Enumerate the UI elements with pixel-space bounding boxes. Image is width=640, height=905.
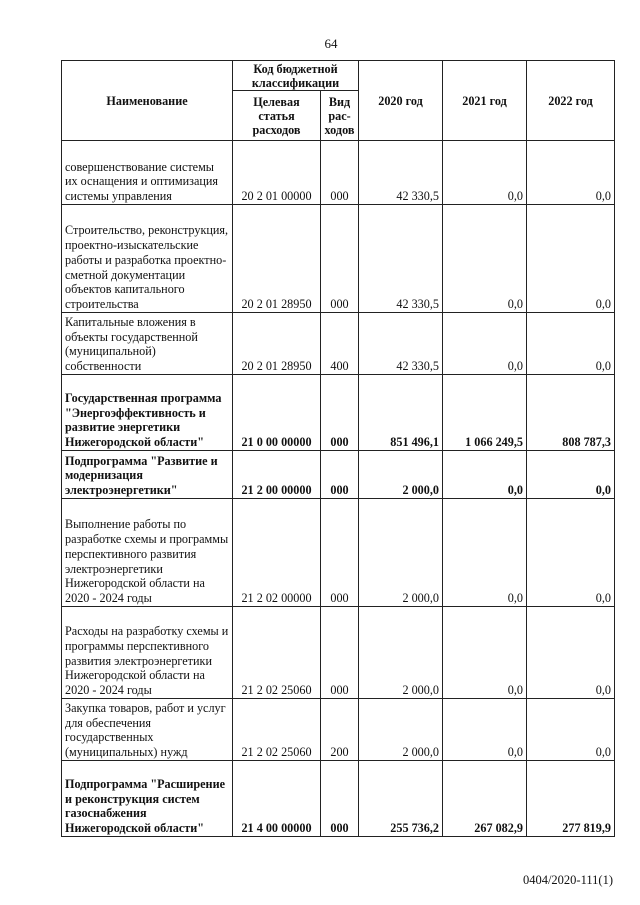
cell-expense-type: 000 [321, 451, 359, 499]
cell-2022: 0,0 [527, 313, 615, 375]
cell-name: совершенствование системы их оснащения и оптимизация системы управления [62, 141, 233, 205]
table-row [62, 205, 615, 313]
cell-2022: 0,0 [527, 699, 615, 761]
cell-name: Выполнение работы по разработке схемы и программы перспективного развития электроэнергетики Нижегородской области на 2020 - 2024 годы [62, 499, 233, 607]
cell-2021: 267 082,9 [443, 761, 527, 837]
cell-2022: 0,0 [527, 205, 615, 313]
table-row [62, 499, 615, 607]
cell-name: Расходы на разработку схемы и программы перспективного развития электроэнергетики Нижегородской области на 2020 - 2024 годы [62, 607, 233, 699]
cell-expense-type: 000 [321, 141, 359, 205]
cell-target-item: 21 0 00 00000 [233, 375, 321, 451]
cell-name: Капитальные вложения в объекты государственной (муниципальной) собственности [62, 313, 233, 375]
cell-2021: 0,0 [443, 205, 527, 313]
header-2022: 2022 год [527, 61, 615, 141]
cell-2021: 0,0 [443, 451, 527, 499]
header-code-group: Код бюджетной классификации [233, 61, 359, 91]
header-2020: 2020 год [359, 61, 443, 141]
cell-2021: 0,0 [443, 699, 527, 761]
cell-2021: 1 066 249,5 [443, 375, 527, 451]
cell-expense-type: 000 [321, 375, 359, 451]
cell-2020: 42 330,5 [359, 141, 443, 205]
cell-2022: 0,0 [527, 141, 615, 205]
cell-expense-type: 000 [321, 607, 359, 699]
cell-2022: 808 787,3 [527, 375, 615, 451]
header-2021: 2021 год [443, 61, 527, 141]
header-name: Наименование [62, 61, 233, 141]
table-row [62, 451, 615, 499]
table-row [62, 607, 615, 699]
cell-2022: 277 819,9 [527, 761, 615, 837]
cell-target-item: 20 2 01 28950 [233, 313, 321, 375]
header-target-item: Целевая статья расходов [233, 91, 321, 141]
cell-2020: 2 000,0 [359, 499, 443, 607]
cell-name: Подпрограмма "Расширение и реконструкция систем газоснабжения Нижегородской области" [62, 761, 233, 837]
cell-expense-type: 400 [321, 313, 359, 375]
budget-table [61, 60, 615, 837]
table-row [62, 313, 615, 375]
table-row [62, 141, 615, 205]
table-row [62, 761, 615, 837]
document-number: 0404/2020-111(1) [522, 873, 613, 887]
cell-target-item: 21 2 00 00000 [233, 451, 321, 499]
table-body [62, 141, 615, 837]
cell-2021: 0,0 [443, 141, 527, 205]
table-row [62, 375, 615, 451]
cell-name: Государственная программа "Энергоэффективность и развитие энергетики Нижегородской области" [62, 375, 233, 451]
cell-name: Строительство, реконструкция, проектно-изыскательские работы и разработка проектно-сметной документации объектов капитального строительства [62, 205, 233, 313]
cell-expense-type: 000 [321, 761, 359, 837]
cell-name: Подпрограмма "Развитие и модернизация электроэнергетики" [62, 451, 233, 499]
cell-target-item: 20 2 01 28950 [233, 205, 321, 313]
cell-target-item: 21 2 02 25060 [233, 699, 321, 761]
header-expense-type: Вид рас-ходов [321, 91, 359, 141]
cell-target-item: 21 2 02 25060 [233, 607, 321, 699]
cell-name: Закупка товаров, работ и услуг для обеспечения государственных (муниципальных) нужд [62, 699, 233, 761]
cell-2022: 0,0 [527, 499, 615, 607]
cell-2020: 42 330,5 [359, 205, 443, 313]
cell-2021: 0,0 [443, 313, 527, 375]
cell-expense-type: 000 [321, 499, 359, 607]
cell-expense-type: 200 [321, 699, 359, 761]
cell-target-item: 20 2 01 00000 [233, 141, 321, 205]
cell-2022: 0,0 [527, 451, 615, 499]
cell-2022: 0,0 [527, 607, 615, 699]
cell-2020: 2 000,0 [359, 699, 443, 761]
table-row [62, 699, 615, 761]
cell-2021: 0,0 [443, 499, 527, 607]
cell-2020: 2 000,0 [359, 451, 443, 499]
cell-expense-type: 000 [321, 205, 359, 313]
cell-2020: 2 000,0 [359, 607, 443, 699]
cell-2020: 851 496,1 [359, 375, 443, 451]
cell-2020: 255 736,2 [359, 761, 443, 837]
cell-target-item: 21 2 02 00000 [233, 499, 321, 607]
cell-2021: 0,0 [443, 607, 527, 699]
cell-target-item: 21 4 00 00000 [233, 761, 321, 837]
cell-2020: 42 330,5 [359, 313, 443, 375]
page-number: 64 [324, 36, 338, 51]
